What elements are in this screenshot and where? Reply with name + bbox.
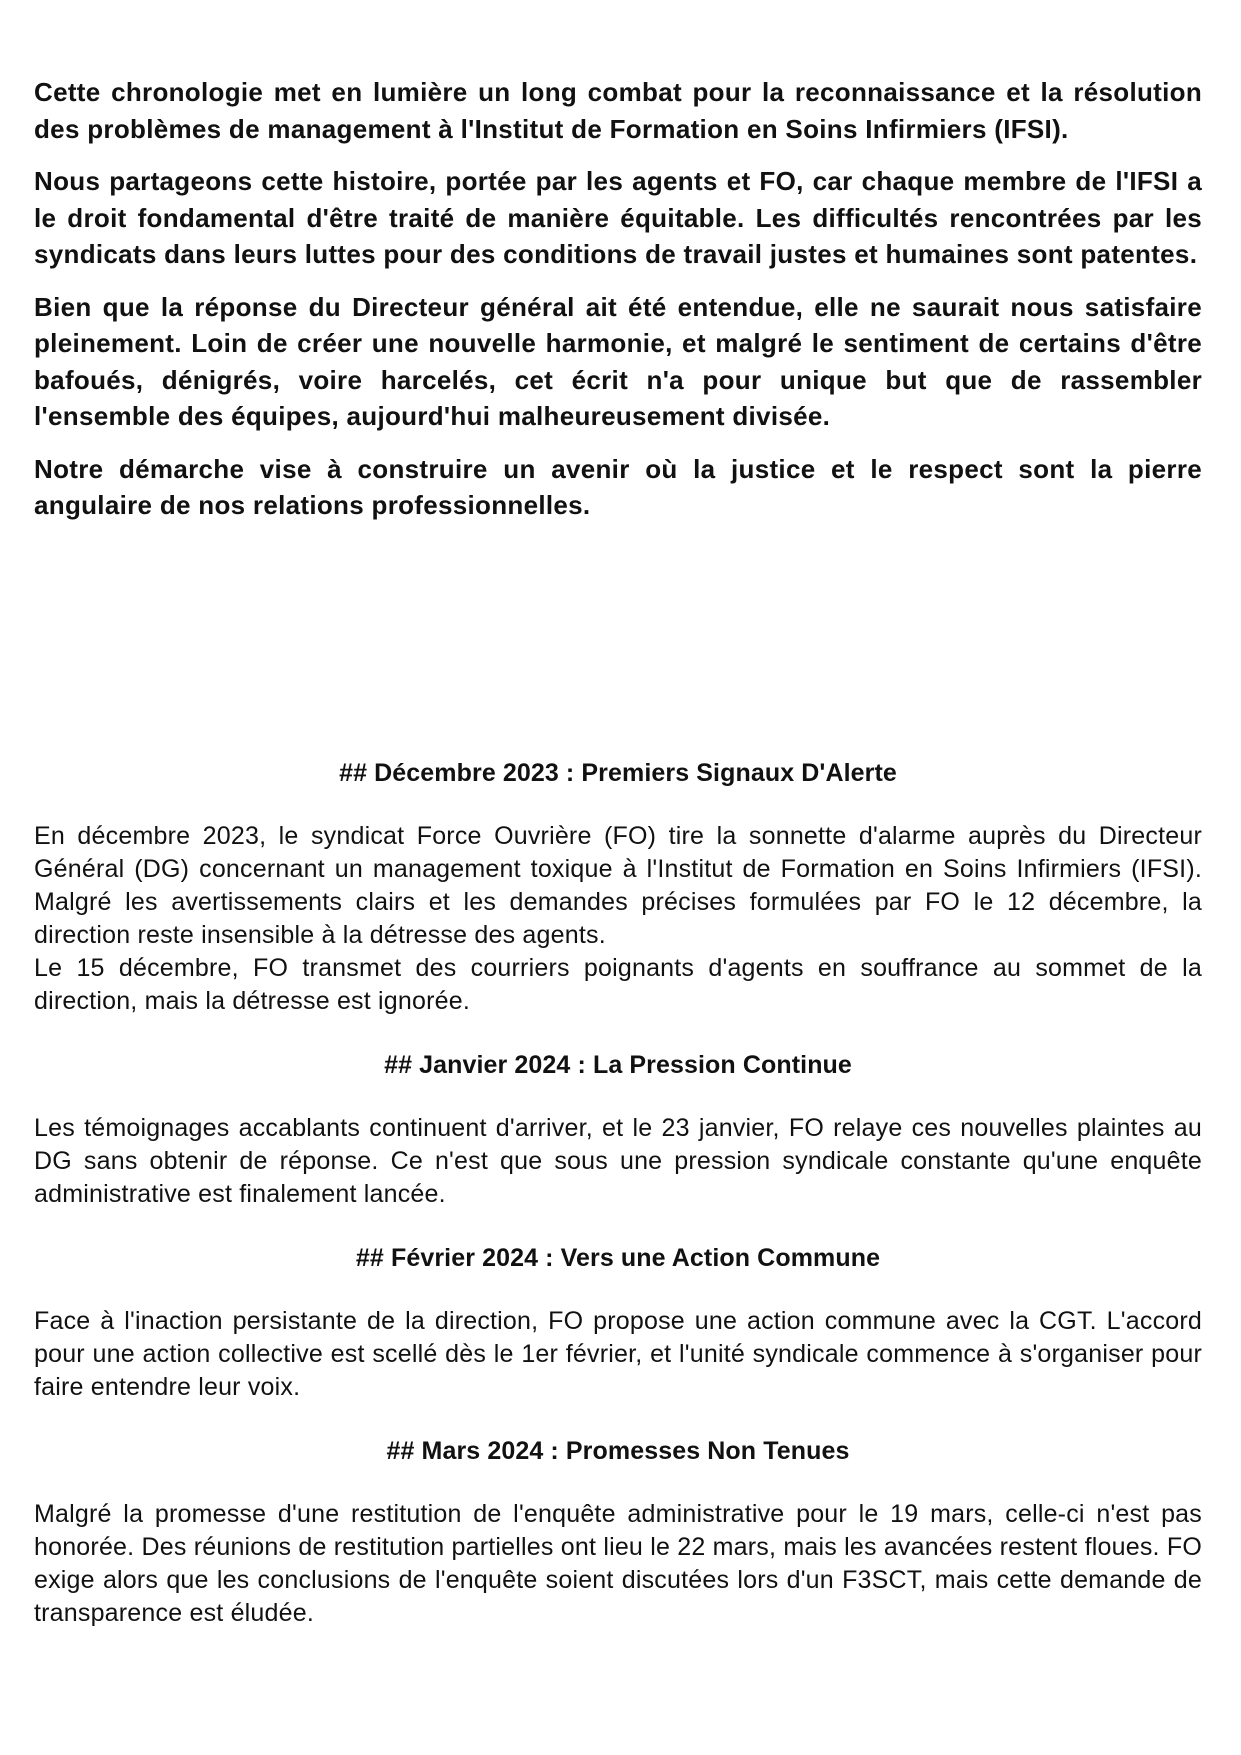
timeline-section-december-2023 [34,756,1202,1018]
section-heading: ## Janvier 2024 : La Pression Continue [384,1051,852,1079]
section-heading: ## Décembre 2023 : Premiers Signaux D'Alerte [339,759,897,787]
timeline-section-january-2024 [34,1048,1202,1211]
intro-paragraph: Nous partageons cette histoire, portée par les agents et FO, car chaque membre de l'IFSI a le droit fondamental d'être traité de manière équitable. Les difficultés rencontrées par les syndicats dans leurs luttes pour des conditions de travail justes et humaines sont patentes. [34,166,1202,269]
section-paragraph: Malgré la promesse d'une restitution de l'enquête administrative pour le 19 mars, celle-ci n'est pas honorée. Des réunions de restitution partielles ont lieu le 22 mars, mais les avancées restent floues. FO exige alors que les conclusions de l'enquête soient discutées lors d'un F3SCT, mais cette demande de transparence est éludée. [34,1500,1202,1627]
intro-paragraph: Bien que la réponse du Directeur général ait été entendue, elle ne saurait nous satisfaire pleinement. Loin de créer une nouvelle harmonie, et malgré le sentiment de certains d'être bafoués, dénigrés, voire harcelés, cet écrit n'a pour unique but que de rassembler l'ensemble des équipes, aujourd'hui malheureusement divisée. [34,291,1202,431]
intro-paragraph: Cette chronologie met en lumière un long combat pour la reconnaissance et la résolution des problèmes de management à l'Institut de Formation en Soins Infirmiers (IFSI). [34,77,1202,144]
timeline [34,756,1202,1660]
section-body [34,1305,1202,1404]
section-paragraph: Les témoignages accablants continuent d'arriver, et le 23 janvier, FO relaye ces nouvelles plaintes au DG sans obtenir de réponse. Ce n'est que sous une pression syndicale constante qu'une enquête administrative est finalement lancée. [34,1114,1202,1208]
timeline-section-february-2024 [34,1241,1202,1404]
section-paragraph: Face à l'inaction persistante de la direction, FO propose une action commune avec la CGT. L'accord pour une action collective est scellé dès le 1er février, et l'unité syndicale commence à s'organiser pour faire entendre leur voix. [34,1307,1202,1401]
section-paragraph: En décembre 2023, le syndicat Force Ouvrière (FO) tire la sonnette d'alarme auprès du Directeur Général (DG) concernant un management toxique à l'Institut de Formation en Soins Infirmiers (IFSI). Malgré les avertissements clairs et les demandes précises formulées par FO le 12 décembre, la direction reste insensible à la détresse des agents. [34,822,1202,949]
section-body [34,1112,1202,1211]
section-body [34,1498,1202,1630]
section-body [34,820,1202,1018]
section-heading: ## Février 2024 : Vers une Action Commune [355,1244,881,1272]
timeline-section-march-2024 [34,1434,1202,1630]
section-paragraph: Le 15 décembre, FO transmet des courriers poignants d'agents en souffrance au sommet de la direction, mais la détresse est ignorée. [34,954,1202,1015]
intro-block [34,74,1202,524]
section-heading: ## Mars 2024 : Promesses Non Tenues [386,1437,850,1465]
intro-paragraph: Notre démarche vise à construire un avenir où la justice et le respect sont la pierre angulaire de nos relations professionnelles. [34,453,1202,520]
